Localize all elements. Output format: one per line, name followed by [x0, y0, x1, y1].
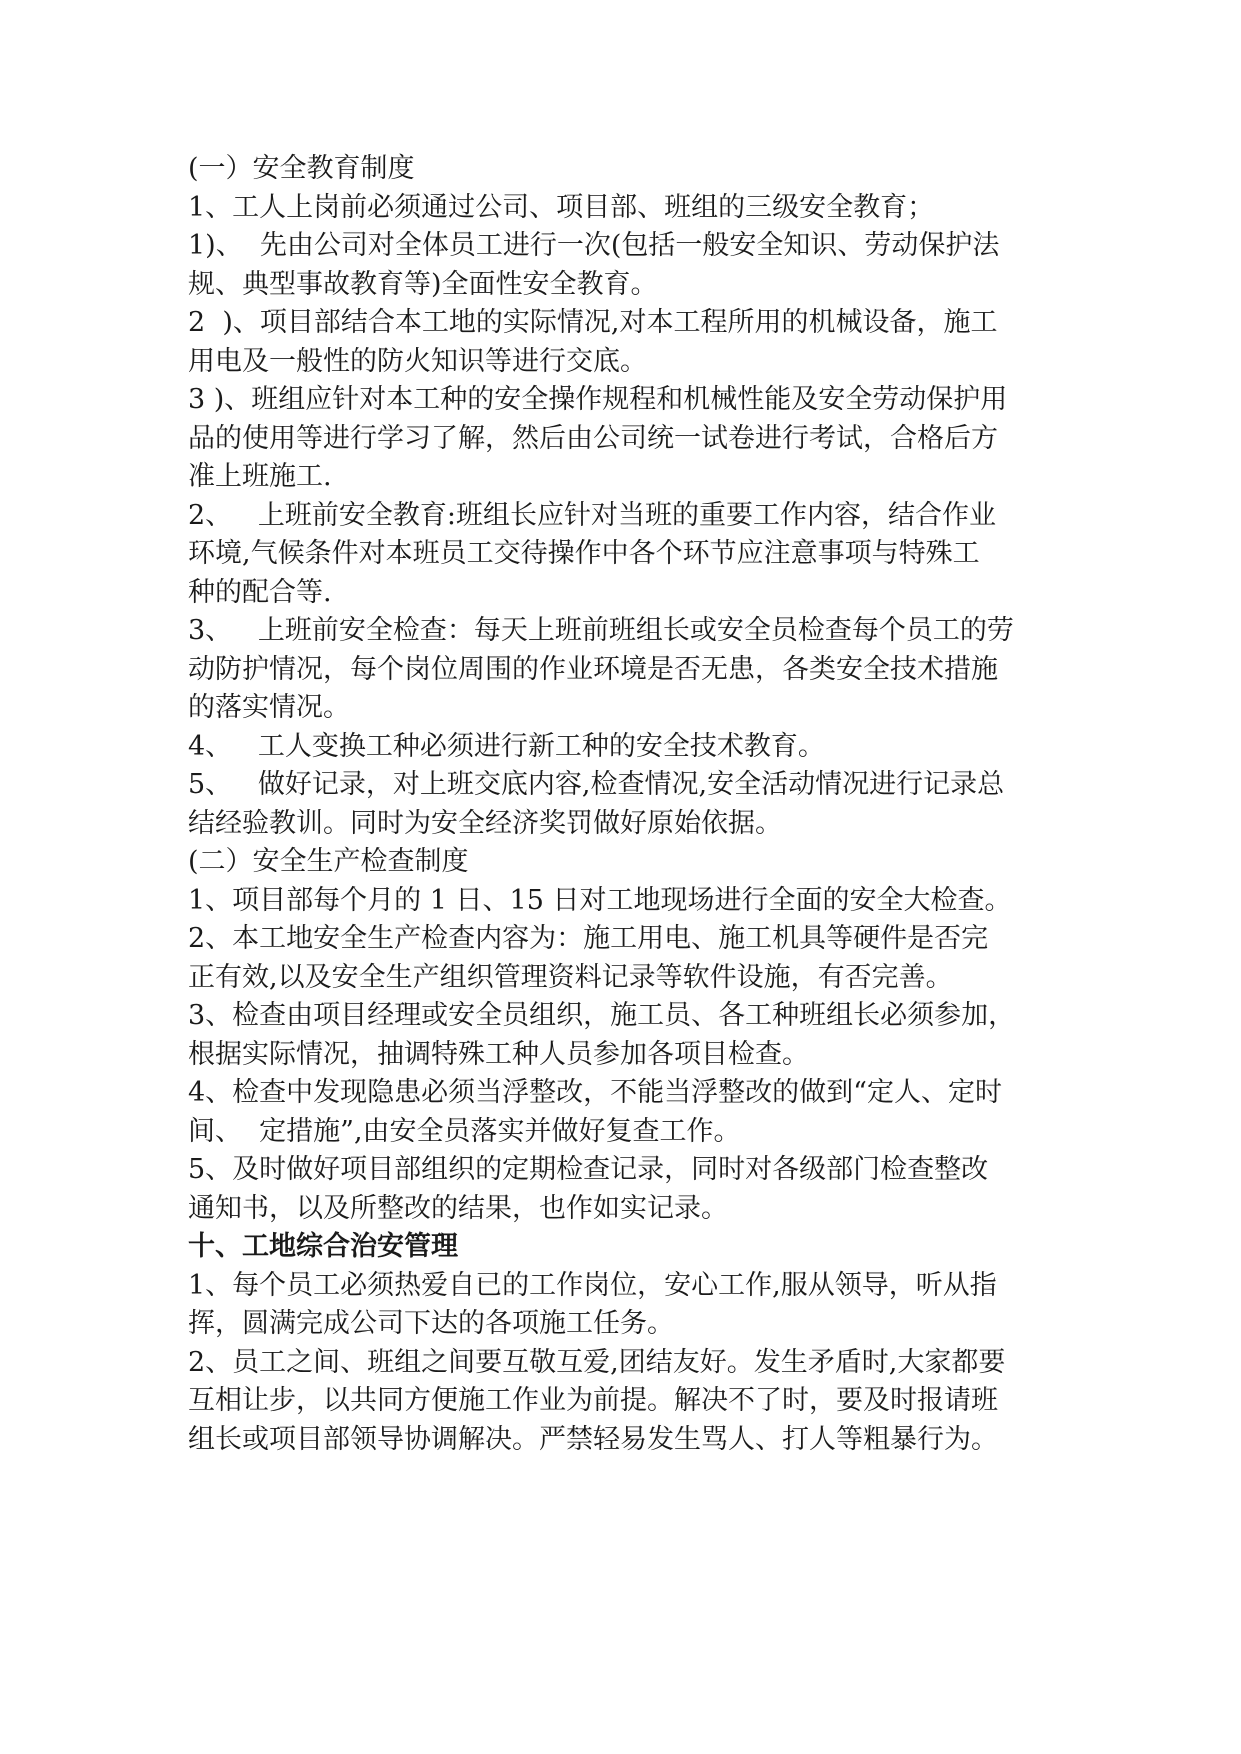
- text-line: 2、员工之间、班组之间要互敬互爱,团结友好。发生矛盾时,大家都要: [188, 1346, 1006, 1378]
- text-line: 2、 上班前安全教育:班组长应针对当班的重要工作内容，结合作业: [188, 499, 997, 531]
- text-line: 3、 上班前安全检查：每天上班前班组长或安全员检查每个员工的劳: [188, 615, 1014, 646]
- section-heading: 十、工地综合治安管理: [188, 1231, 458, 1262]
- text-line: 2、本工地安全生产检查内容为：施工用电、施工机具等硬件是否完: [188, 923, 989, 954]
- text-line: 4、 工人变换工种必须进行新工种的安全技术教育。: [188, 730, 825, 762]
- text-line: 通知书，以及所整改的结果，也作如实记录。: [188, 1192, 728, 1224]
- text-line: 结经验教训。同时为安全经济奖罚做好原始依据。: [188, 807, 782, 839]
- text-line: 种的配合等.: [188, 576, 332, 608]
- text-line: 挥，圆满完成公司下达的各项施工任务。: [188, 1308, 674, 1339]
- text-line: 5、及时做好项目部组织的定期检查记录，同时对各级部门检查整改: [188, 1154, 989, 1185]
- text-line: 的落实情况。: [188, 692, 350, 723]
- text-line: (二）安全生产检查制度: [188, 846, 469, 877]
- text-line: 品的使用等进行学习了解，然后由公司统一试卷进行考试，合格后方: [188, 422, 998, 454]
- text-line: 环境,气候条件对本班员工交待操作中各个环节应注意事项与特殊工: [188, 538, 980, 569]
- text-line: 动防护情况，每个岗位周围的作业环境是否无患，各类安全技术措施: [188, 653, 998, 685]
- text-line: 互相让步，以共同方便施工作业为前提。解决不了时，要及时报请班: [188, 1385, 998, 1416]
- text-line: 1)、 先由公司对全体员工进行一次(包括一般安全知识、劳动保护法: [188, 230, 1000, 261]
- text-line: 3 )、班组应针对本工种的安全操作规程和机械性能及安全劳动保护用: [188, 384, 1008, 415]
- text-line: 3、检查由项目经理或安全员组织，施工员、各工种班组长必须参加，: [188, 1000, 1016, 1031]
- text-line: 准上班施工.: [188, 461, 332, 492]
- text-line: (一）安全教育制度: [188, 153, 415, 184]
- text-line: 4、检查中发现隐患必须当浮整改，不能当浮整改的做到“定人、定时: [188, 1077, 1002, 1108]
- text-line: 2 )、项目部结合本工地的实际情况,对本工程所用的机械设备，施工: [188, 307, 998, 338]
- text-line: 组长或项目部领导协调解决。严禁轻易发生骂人、打人等粗暴行为。: [188, 1423, 998, 1455]
- text-line: 5、 做好记录，对上班交底内容,检查情况,安全活动情况进行记录总: [188, 769, 1005, 800]
- text-line: 间、 定措施”,由安全员落实并做好复查工作。: [188, 1115, 741, 1147]
- text-line: 1、工人上岗前必须通过公司、项目部、班组的三级安全教育；: [188, 191, 935, 223]
- text-line: 1、每个员工必须热爱自已的工作岗位，安心工作,服从领导，听从指: [188, 1269, 997, 1301]
- text-line: 根据实际情况，抽调特殊工种人员参加各项目检查。: [188, 1038, 809, 1070]
- text-line: 用电及一般性的防火知识等进行交底。: [188, 345, 647, 377]
- document-page: [188, 150, 1056, 1459]
- text-line: 正有效,以及安全生产组织管理资料记录等软件设施，有否完善。: [188, 961, 953, 993]
- text-line: 规、典型事故教育等)全面性安全教育。: [188, 268, 658, 300]
- text-line: 1、项目部每个月的 1 日、15 日对工地现场进行全面的安全大检查。: [188, 884, 1012, 916]
